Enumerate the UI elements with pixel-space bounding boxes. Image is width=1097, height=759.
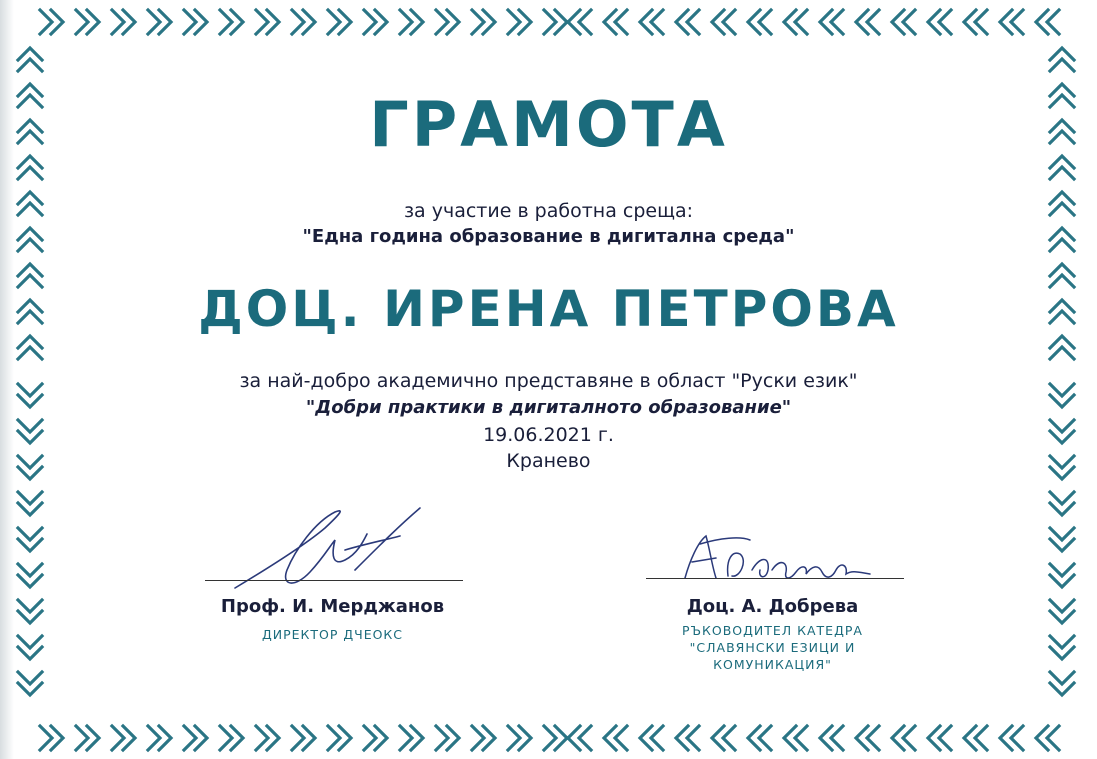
- recipient-name: ДОЦ. ИРЕНА ПЕТРОВА: [198, 280, 899, 338]
- award-date: 19.06.2021 г.: [483, 424, 614, 446]
- handwritten-signature-dobreva-icon: [640, 500, 905, 595]
- signatory-left-name: Проф. И. Мерджанов: [220, 596, 445, 617]
- signatory-left-role: [195, 626, 470, 643]
- award-text: за най-добро академично представяне в област "Руски език": [239, 370, 858, 392]
- signatory-right-role-line-2: "СЛАВЯНСКИ ЕЗИЦИ И: [689, 640, 856, 655]
- signature-line-left: [205, 580, 463, 581]
- certificate-title: ГРАМОТА: [369, 88, 728, 161]
- signatory-left-role-line: ДИРЕКТОР ДЧЕОКС: [261, 627, 404, 642]
- event-name: "Една година образование в дигитална среда": [302, 226, 795, 247]
- award-place: Кранево: [506, 450, 591, 472]
- award-title: "Добри практики в дигиталното образование": [305, 397, 792, 418]
- signatory-right-name: Доц. А. Добрева: [686, 596, 859, 617]
- signature-line-right: [646, 578, 904, 579]
- signatory-right-role-line-1: РЪКОВОДИТЕЛ КАТЕДРА: [682, 623, 863, 638]
- participation-subtitle: за участие в работна среща:: [403, 200, 694, 222]
- signatory-right-role-line-3: КОМУНИКАЦИЯ": [713, 657, 832, 672]
- signatory-right-role: [640, 622, 905, 673]
